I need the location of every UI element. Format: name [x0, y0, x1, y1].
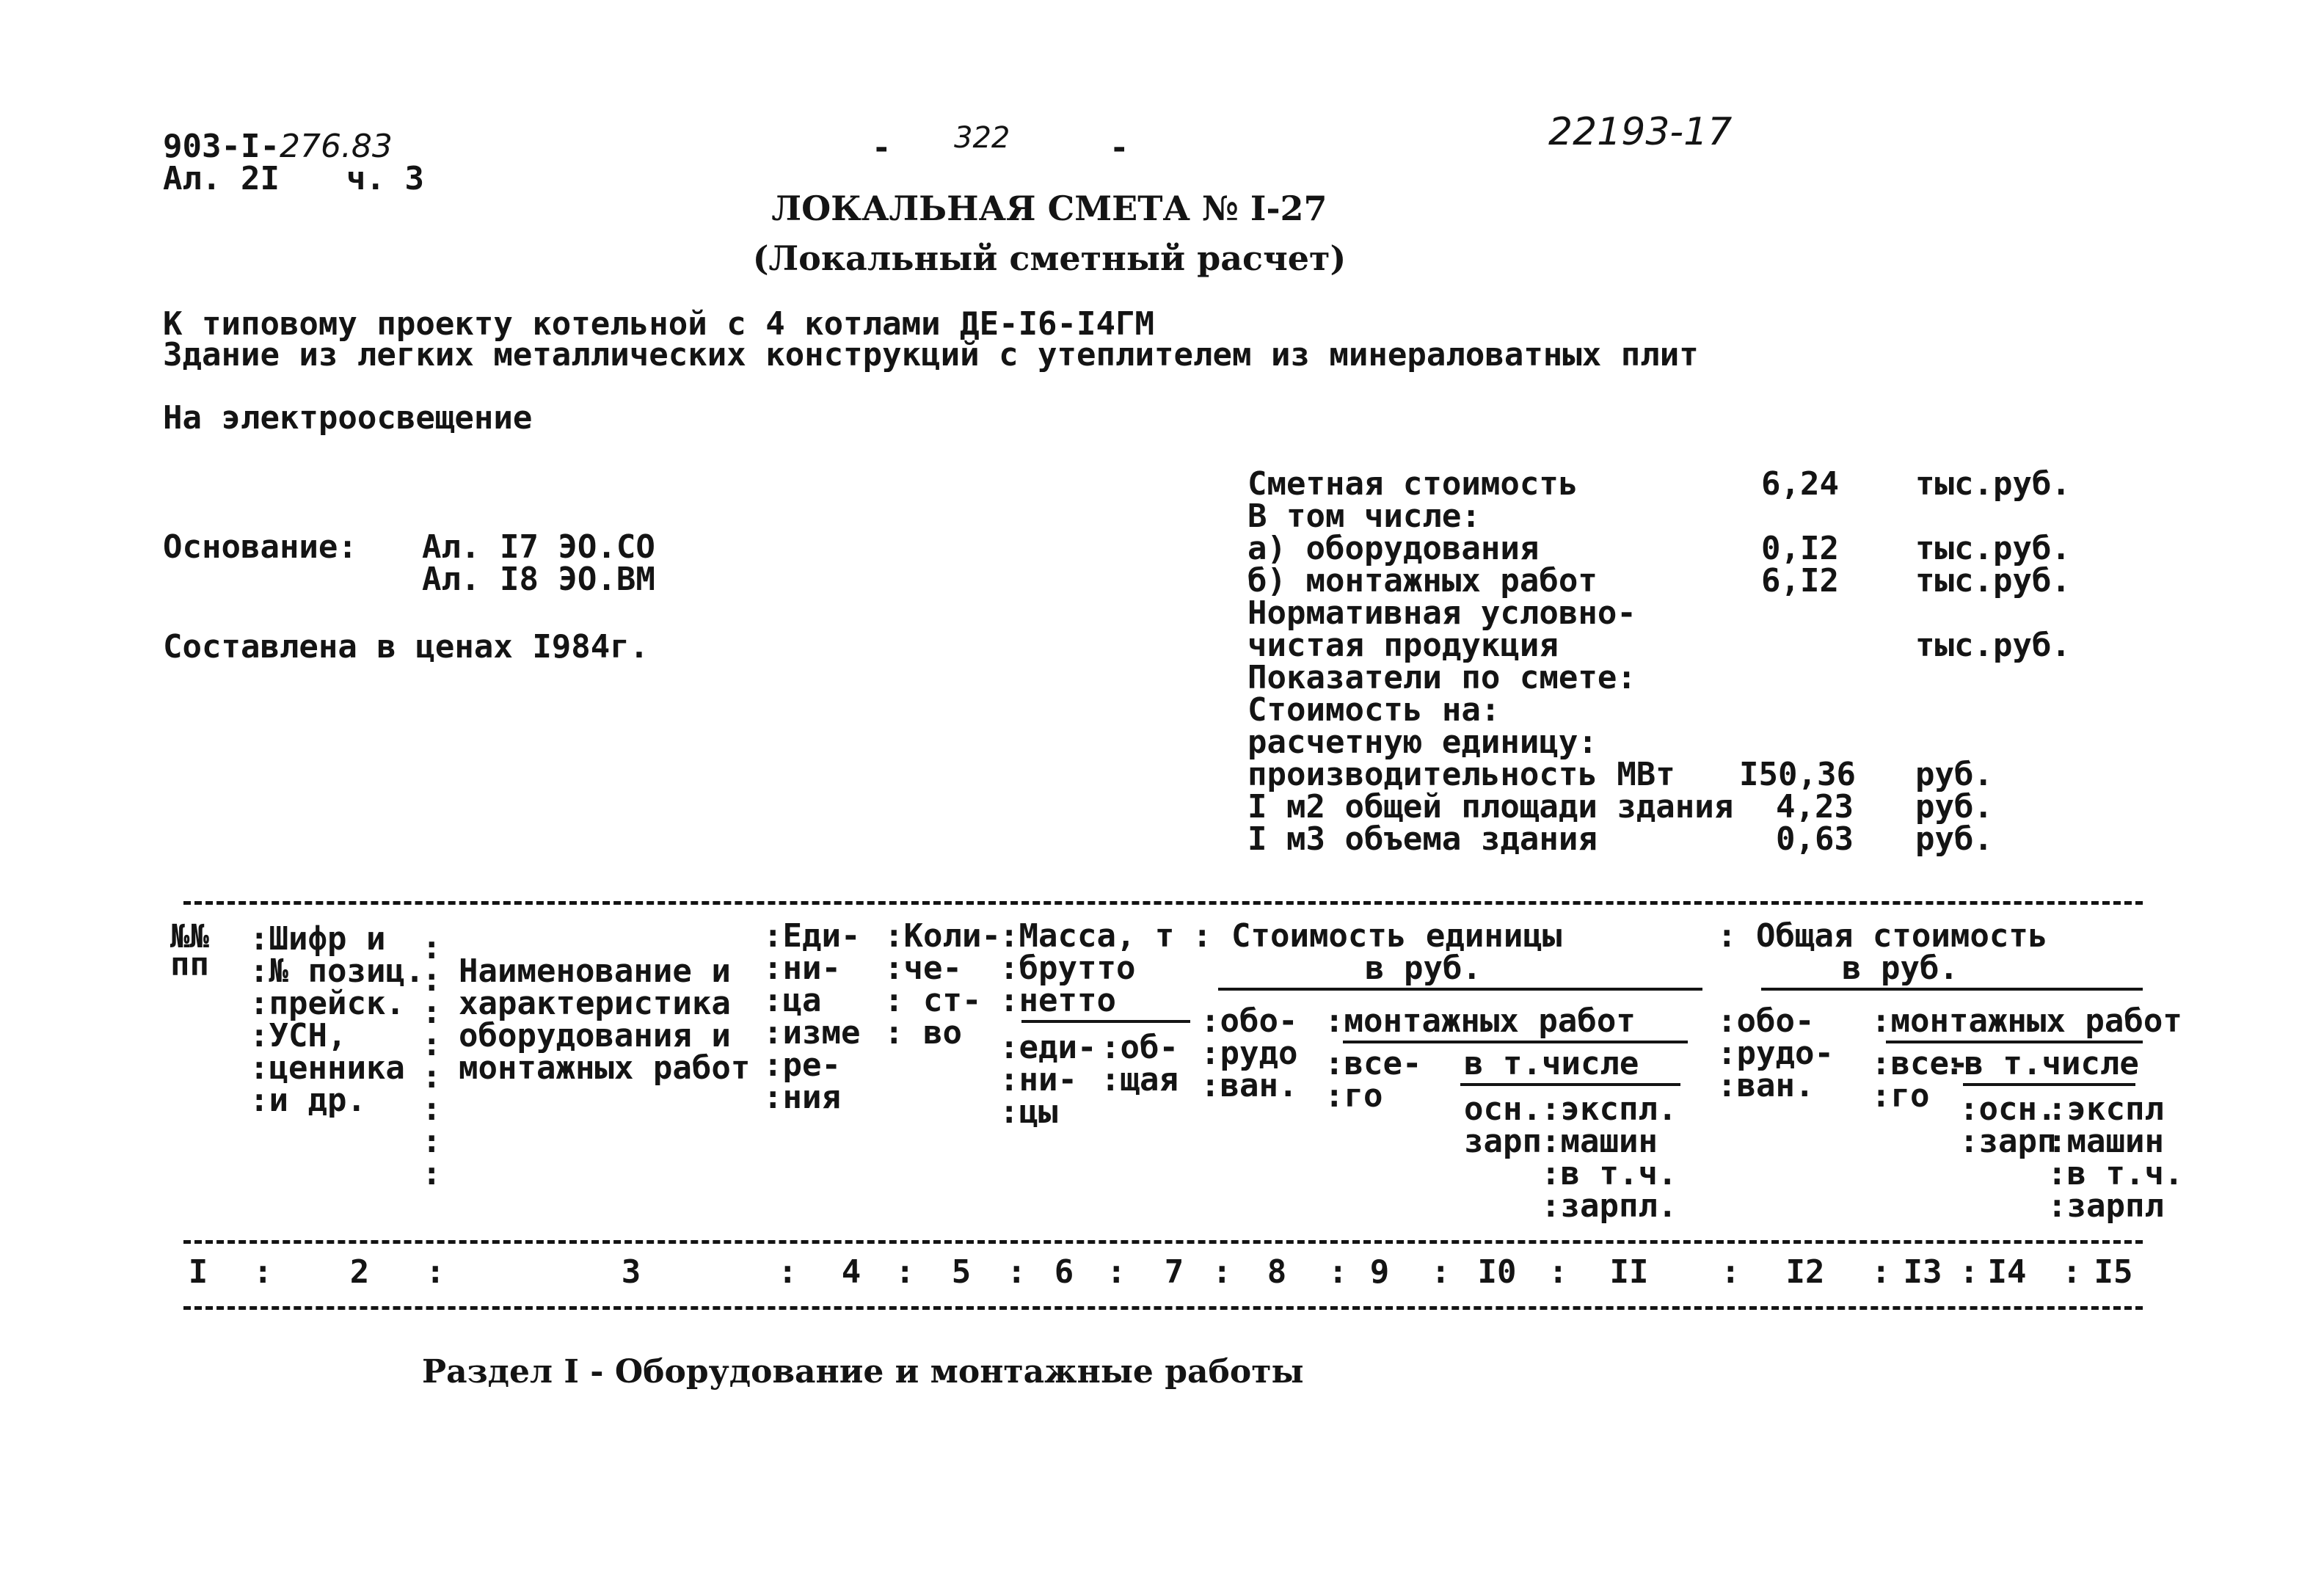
- column-separator: :: [253, 1253, 273, 1291]
- unit-mont-underline: [1343, 1041, 1688, 1043]
- col-13-header: :все- :го: [1871, 1045, 1969, 1115]
- cost-value: I50,36: [1739, 756, 1856, 793]
- column-number: I0: [1477, 1253, 1517, 1291]
- cost-unit: руб.: [1915, 820, 1993, 858]
- total-mont-header: :монтажных работ: [1871, 1002, 2182, 1040]
- col-1-header: №№ пп: [170, 918, 209, 983]
- col-2-header: :Шифр и :№ позиц. :прейск. :УСН, :ценника :и др.: [249, 920, 425, 1119]
- column-separator: :: [1431, 1253, 1451, 1291]
- cost-label: производительность МВт: [1247, 756, 1675, 793]
- cost-unit: руб.: [1915, 788, 1993, 826]
- cost-label: чистая продукция: [1247, 627, 1559, 664]
- archive-number: 22193-17: [1548, 110, 1733, 154]
- page-number: 322: [954, 121, 1010, 155]
- cost-label: I м3 объема здания: [1247, 820, 1598, 858]
- column-number: 9: [1369, 1253, 1390, 1291]
- column-number: I: [188, 1253, 208, 1291]
- total-vtch-underline: [1963, 1083, 2135, 1086]
- cost-unit: руб.: [1915, 756, 1993, 793]
- col-5-header: :Коли- :че- : ст- : во: [884, 917, 1001, 1052]
- cost-label: Сметная стоимость: [1247, 465, 1578, 503]
- cost-label: расчетную единицу:: [1247, 724, 1598, 761]
- cost-unit: тыс.руб.: [1915, 627, 2071, 664]
- estimate-subtitle: (Локальный сметный расчет): [752, 238, 1347, 278]
- album-number: Ал. 2I: [163, 160, 280, 197]
- unit-mont-header: :монтажных работ: [1325, 1002, 1636, 1040]
- column-number: II: [1609, 1253, 1649, 1291]
- cost-unit: тыс.руб.: [1915, 465, 2071, 503]
- total-mont-underline: [1886, 1041, 2143, 1043]
- page-dash-right: -: [1110, 129, 1129, 167]
- document-code-handwritten: 276.83: [279, 128, 393, 165]
- basis-line-1: Ал. I7 ЭО.СО: [422, 528, 655, 566]
- estimate-title: ЛОКАЛЬНАЯ СМЕТА № I-27: [771, 189, 1327, 228]
- column-number: 8: [1267, 1253, 1287, 1291]
- column-separator: :: [1548, 1253, 1568, 1291]
- column-number: 5: [951, 1253, 972, 1291]
- estimate-subject: На электроосвещение: [163, 399, 533, 437]
- column-separator: :: [1328, 1253, 1348, 1291]
- total-vtch-header: :в т.числе: [1945, 1045, 2139, 1082]
- column-separator: :: [1721, 1253, 1741, 1291]
- cost-value: 0,I2: [1761, 530, 1839, 567]
- column-number: 7: [1164, 1253, 1184, 1291]
- total-cost-subheader: в руб.: [1842, 950, 1959, 987]
- col-6-7-netto: :нетто: [999, 982, 1116, 1019]
- column-number: I4: [1987, 1253, 2027, 1291]
- column-separator: :: [2062, 1253, 2082, 1291]
- cost-label: б) монтажных работ: [1247, 562, 1598, 600]
- col-10-header: осн. зарп: [1464, 1090, 1542, 1160]
- col-6-7-header: :Масса, т :брутто: [999, 917, 1175, 987]
- column-number: 2: [349, 1253, 370, 1291]
- col-7-header: :об- :щая: [1101, 1029, 1179, 1098]
- column-number: I2: [1785, 1253, 1825, 1291]
- basis-label: Основание:: [163, 528, 357, 566]
- column-number: I3: [1903, 1253, 1942, 1291]
- column-number: 4: [841, 1253, 862, 1291]
- col-8-header: :обо- :рудо :ван.: [1201, 1002, 1298, 1104]
- cost-value: 4,23: [1776, 788, 1854, 826]
- price-level: Составлена в ценах I984г.: [163, 628, 649, 666]
- col-9-header: :все- :го: [1325, 1045, 1422, 1115]
- column-separator: :: [1007, 1253, 1027, 1291]
- part-number: ч. 3: [346, 160, 424, 197]
- cost-unit: тыс.руб.: [1915, 562, 2071, 600]
- unit-vtch-underline: [1460, 1083, 1680, 1086]
- cost-label: а) оборудования: [1247, 530, 1540, 567]
- page-dash-left: -: [872, 129, 892, 167]
- column-separator: :: [1871, 1253, 1891, 1291]
- project-line-2: Здание из легких металлических конструкций с утеплителем из минераловатных плит: [163, 336, 1699, 374]
- unit-cost-header: : Стоимость единицы: [1192, 917, 1562, 955]
- column-separator: :: [1959, 1253, 1979, 1291]
- cost-value: 6,I2: [1761, 562, 1839, 600]
- netto-underline: [1021, 1020, 1190, 1023]
- cost-label: Показатели по смете:: [1247, 659, 1636, 696]
- col-3-header: Наименование и характеристика оборудования и монтажных работ: [459, 952, 751, 1087]
- col-14-header: :осн. :зарп: [1959, 1090, 2057, 1160]
- column-separator: :: [426, 1253, 445, 1291]
- cost-unit: тыс.руб.: [1915, 530, 2071, 567]
- column-separator: :: [1212, 1253, 1232, 1291]
- document-code: 903-I-276.83: [163, 128, 393, 165]
- column-separator: :: [1107, 1253, 1126, 1291]
- basis-line-2: Ал. I8 ЭО.ВМ: [422, 561, 655, 598]
- cost-value: 6,24: [1761, 465, 1839, 503]
- column-number: I5: [2094, 1253, 2133, 1291]
- col-11-header: :экспл. :машин :в т.ч. :зарпл.: [1541, 1090, 1678, 1225]
- column-numbers-bottom-rule: [183, 1306, 2143, 1310]
- unit-vtch-header: в т.числе: [1464, 1045, 1639, 1082]
- column-numbers-top-rule: [183, 1240, 2143, 1244]
- col-12-header: :обо- :рудо- :ван.: [1717, 1002, 1834, 1104]
- unit-cost-underline: [1218, 988, 1702, 991]
- column-number: 3: [621, 1253, 641, 1291]
- total-cost-underline: [1761, 988, 2143, 991]
- unit-cost-subheader: в руб.: [1365, 950, 1482, 987]
- col-6-header: :еди- :ни- :цы: [999, 1029, 1097, 1131]
- table-top-rule: [183, 901, 2143, 905]
- column-separator: :: [895, 1253, 915, 1291]
- col-4-header: :Еди- :ни- :ца :изме :ре- :ния: [763, 917, 861, 1116]
- section-title: Раздел I - Оборудование и монтажные работы: [422, 1353, 1304, 1391]
- cost-label: В том числе:: [1247, 498, 1481, 535]
- col-2-separator: : : : : : : : :: [422, 929, 442, 1192]
- col-15-header: :экспл :машин :в т.ч. :зарпл: [2047, 1090, 2184, 1225]
- column-number: 6: [1054, 1253, 1074, 1291]
- total-cost-header: : Общая стоимость: [1717, 917, 2048, 955]
- cost-label: Стоимость на:: [1247, 691, 1501, 729]
- cost-value: 0,63: [1776, 820, 1854, 858]
- column-separator: :: [778, 1253, 798, 1291]
- project-line-1: К типовому проекту котельной с 4 котлами ДЕ-I6-I4ГМ: [163, 305, 1155, 343]
- cost-label: I м2 общей площади здания: [1247, 788, 1734, 826]
- cost-label: Нормативная условно-: [1247, 594, 1636, 632]
